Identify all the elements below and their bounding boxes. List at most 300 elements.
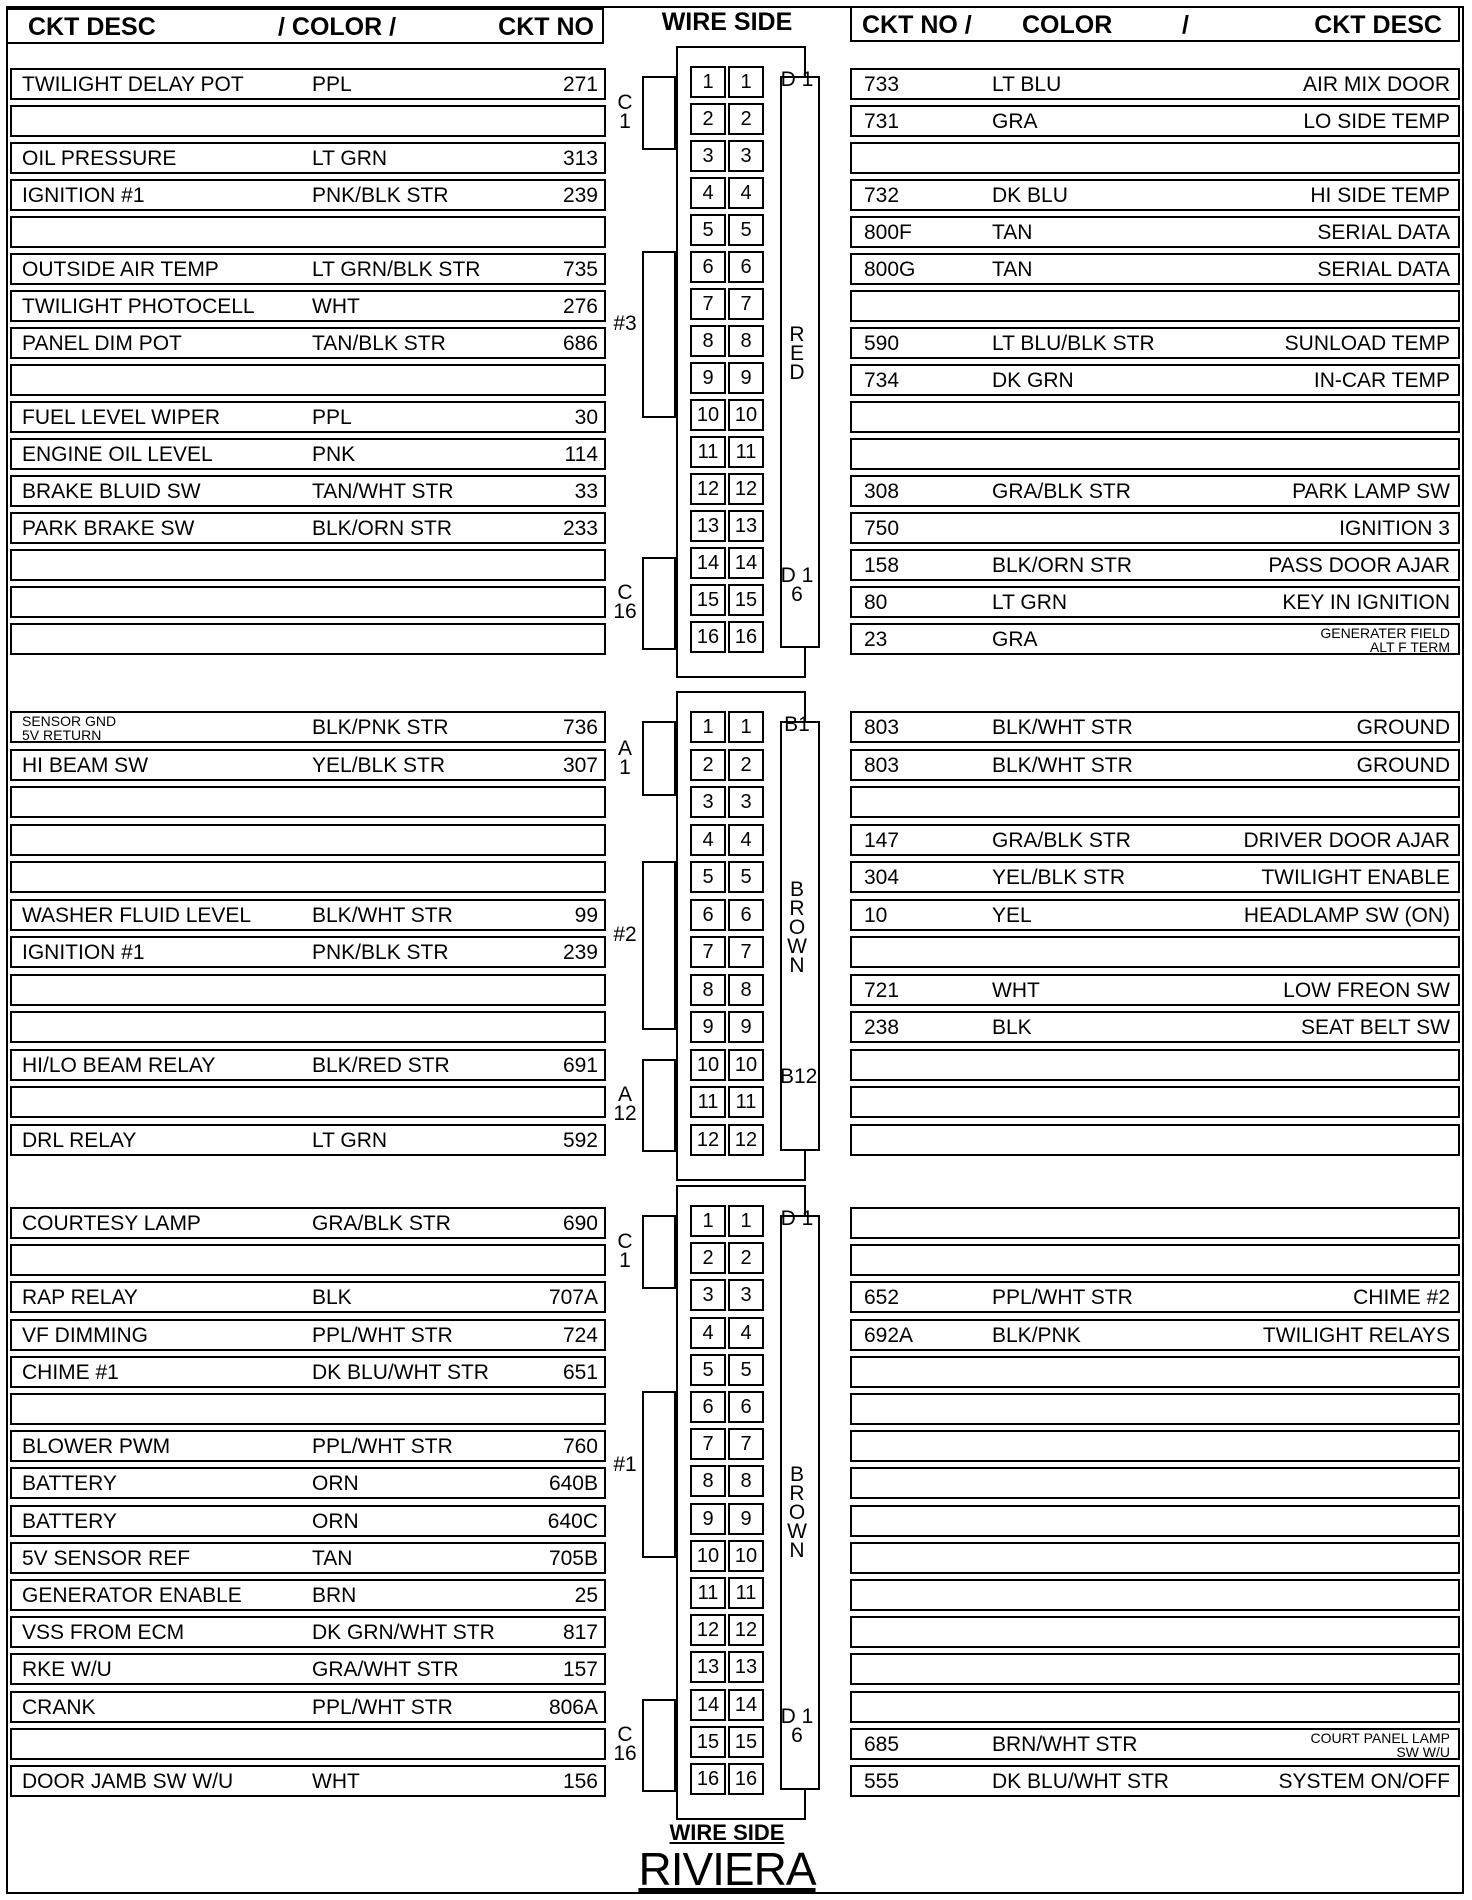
right-circuit-row — [850, 711, 1460, 743]
wire-color: GRA/BLK STR — [312, 1212, 451, 1235]
left-circuit-row — [10, 1765, 606, 1797]
right-circuit-row — [850, 1542, 1460, 1574]
pin-cavity: 1 — [690, 711, 726, 743]
circuit-desc: HI BEAM SW — [22, 753, 149, 777]
left-circuit-row — [10, 438, 606, 470]
right-circuit-row — [850, 786, 1460, 818]
circuit-number: 239 — [562, 941, 598, 964]
circuit-number: 308 — [864, 480, 900, 503]
pin-cavity: 3 — [690, 140, 726, 172]
pin-cavity: 5 — [690, 214, 726, 246]
pin-cavity: 7 — [728, 936, 764, 968]
left-header — [6, 8, 604, 44]
pin-cavity: 9 — [728, 1011, 764, 1043]
pin-cavity: 13 — [728, 510, 764, 542]
wire-color: GRA — [992, 110, 1038, 133]
right-circuit-row — [850, 861, 1460, 893]
wire-color: DK BLU/WHT STR — [992, 1770, 1169, 1793]
pin-cavity: 7 — [690, 288, 726, 320]
left-circuit-row — [10, 1728, 606, 1760]
right-circuit-row — [850, 974, 1460, 1006]
right-circuit-row — [850, 1691, 1460, 1723]
circuit-desc: SERIAL DATA — [1317, 221, 1450, 244]
right-circuit-row — [850, 1281, 1460, 1313]
circuit-desc: HI SIDE TEMP — [1310, 184, 1450, 207]
circuit-desc: FUEL LEVEL WIPER — [22, 406, 221, 429]
circuit-desc: IGNITION #1 — [22, 941, 145, 964]
circuit-desc: IGNITION #1 — [22, 184, 145, 207]
pin-cavity: 11 — [728, 1577, 764, 1609]
connector-top-label: D 1 — [780, 68, 814, 91]
left-circuit-row — [10, 1616, 606, 1648]
right-circuit-row — [850, 512, 1460, 544]
wire-side-header: WIRE SIDE — [661, 8, 793, 36]
wire-color: PNK — [312, 443, 356, 466]
circuit-number: 651 — [562, 1360, 598, 1384]
right-circuit-row — [850, 105, 1460, 137]
right-circuit-row — [850, 327, 1460, 359]
pin-cavity: 2 — [690, 1242, 726, 1274]
circuit-desc: CHIME #2 — [1353, 1286, 1450, 1310]
circuit-number: 313 — [562, 147, 598, 170]
wire-color: DK BLU — [992, 184, 1068, 207]
wire-color: PPL — [312, 73, 352, 96]
circuit-number: 233 — [562, 517, 598, 540]
right-header-desc: CKT DESC — [1314, 11, 1442, 39]
wire-color: DK BLU/WHT STR — [312, 1360, 489, 1384]
right-circuit-row — [850, 290, 1460, 322]
footer-wire-side: WIRE SIDE — [669, 1820, 785, 1845]
pin-cavity: 3 — [728, 1279, 764, 1311]
circuit-desc: PASS DOOR AJAR — [1268, 554, 1450, 577]
pin-cavity: 9 — [690, 1503, 726, 1535]
right-circuit-row — [850, 586, 1460, 618]
circuit-desc: HI/LO BEAM RELAY — [22, 1053, 216, 1077]
pin-cavity: 2 — [690, 103, 726, 135]
pin-cavity: 6 — [728, 899, 764, 931]
cavity-label: A 1 — [617, 736, 632, 779]
wire-color: BLK — [992, 1016, 1032, 1039]
left-circuit-row — [10, 327, 606, 359]
cavity-tab — [642, 1391, 676, 1558]
circuit-desc: SYSTEM ON/OFF — [1278, 1770, 1450, 1793]
pin-cavity: 8 — [728, 974, 764, 1006]
circuit-number: 271 — [562, 73, 598, 96]
circuit-desc: IGNITION 3 — [1339, 517, 1450, 540]
left-circuit-row — [10, 974, 606, 1006]
circuit-number: 276 — [562, 295, 598, 318]
right-header-sep: / — [1182, 11, 1189, 39]
pin-cavity: 11 — [728, 436, 764, 468]
cavity-tab — [642, 1059, 676, 1153]
circuit-desc: OUTSIDE AIR TEMP — [22, 258, 219, 281]
circuit-number: 803 — [864, 716, 900, 739]
left-circuit-row — [10, 216, 606, 248]
pin-cavity: 12 — [728, 473, 764, 505]
circuit-desc: RKE W/U — [22, 1658, 112, 1682]
pin-cavity: 14 — [690, 1689, 726, 1721]
wire-color: BRN — [312, 1584, 357, 1607]
pin-cavity: 2 — [728, 1242, 764, 1274]
circuit-number: 803 — [864, 753, 900, 777]
circuit-desc: 5V SENSOR REF — [22, 1546, 191, 1570]
left-circuit-row — [10, 1393, 606, 1425]
pin-cavity: 11 — [690, 1577, 726, 1609]
left-circuit-row — [10, 1542, 606, 1574]
circuit-number: 307 — [562, 753, 598, 777]
pin-cavity: 9 — [690, 362, 726, 394]
circuit-desc: BATTERY — [22, 1472, 117, 1496]
wire-color: BLK — [312, 1286, 352, 1310]
circuit-number: 555 — [864, 1770, 900, 1793]
left-circuit-row — [10, 711, 606, 743]
pin-cavity: 10 — [728, 399, 764, 431]
wire-color: LT GRN/BLK STR — [312, 258, 481, 281]
right-circuit-row — [850, 824, 1460, 856]
pin-cavity: 4 — [690, 1317, 726, 1349]
right-circuit-row — [850, 253, 1460, 285]
circuit-desc: SEAT BELT SW — [1301, 1016, 1450, 1039]
cavity-tab — [642, 76, 676, 150]
pin-cavity: 7 — [690, 1428, 726, 1460]
cavity-label: #1 — [613, 1452, 637, 1476]
pin-cavity: 5 — [728, 214, 764, 246]
right-circuit-row — [850, 1728, 1460, 1760]
connector-color-label: R E D — [789, 323, 811, 384]
pin-cavity: 14 — [690, 547, 726, 579]
circuit-number: 721 — [864, 978, 900, 1002]
pin-cavity: 10 — [690, 399, 726, 431]
cavity-tab — [642, 1215, 676, 1289]
cavity-label: C 16 — [613, 581, 637, 624]
left-circuit-row — [10, 475, 606, 507]
circuit-desc: VF DIMMING — [22, 1323, 148, 1347]
connector-bottom-label: D 1 6 — [780, 563, 814, 606]
cavity-label: #3 — [613, 312, 637, 336]
circuit-desc: PARK BRAKE SW — [22, 517, 195, 540]
circuit-desc: LOW FREON SW — [1283, 978, 1450, 1002]
circuit-desc: CHIME #1 — [22, 1360, 119, 1384]
wire-color: BLK/ORN STR — [312, 517, 453, 540]
wire-color: PNK/BLK STR — [312, 941, 449, 964]
wire-color: LT GRN — [992, 591, 1068, 614]
circuit-desc: TWILIGHT RELAYS — [1262, 1323, 1450, 1347]
pin-cavity: 10 — [690, 1049, 726, 1081]
right-circuit-row — [850, 1124, 1460, 1156]
pin-cavity: 13 — [690, 510, 726, 542]
pin-cavity: 11 — [690, 436, 726, 468]
circuit-number: 239 — [562, 184, 598, 207]
pin-cavity: 12 — [690, 473, 726, 505]
right-circuit-row — [850, 1467, 1460, 1499]
circuit-number: 732 — [864, 184, 900, 207]
pin-cavity: 1 — [728, 711, 764, 743]
pin-cavity: 1 — [690, 1205, 726, 1237]
circuit-number: 735 — [562, 258, 598, 281]
pin-cavity: 11 — [690, 1086, 726, 1118]
left-circuit-row — [10, 105, 606, 137]
circuit-desc: LO SIDE TEMP — [1303, 110, 1450, 133]
left-circuit-row — [10, 68, 606, 100]
pin-cavity: 14 — [728, 547, 764, 579]
left-circuit-row — [10, 179, 606, 211]
circuit-number: 640B — [548, 1472, 598, 1496]
right-circuit-row — [850, 899, 1460, 931]
circuit-desc: IN-CAR TEMP — [1313, 369, 1450, 392]
circuit-number: 304 — [864, 866, 900, 889]
circuit-number: 158 — [864, 554, 900, 577]
circuit-desc: PARK LAMP SW — [1292, 480, 1450, 503]
wire-color: BLK/WHT STR — [992, 716, 1133, 739]
circuit-desc: WASHER FLUID LEVEL — [22, 903, 252, 927]
wire-color: LT BLU/BLK STR — [992, 332, 1155, 355]
cavity-label: C 16 — [613, 1723, 637, 1766]
pin-cavity: 6 — [690, 899, 726, 931]
wire-color: BLK/PNK STR — [312, 716, 449, 739]
pin-cavity: 15 — [690, 584, 726, 616]
circuit-desc: DOOR JAMB SW W/U — [22, 1770, 234, 1793]
pin-cavity: 3 — [728, 786, 764, 818]
wire-color: TAN — [992, 221, 1033, 244]
circuit-number: 114 — [564, 443, 598, 466]
left-circuit-row — [10, 1281, 606, 1313]
circuit-desc: BATTERY — [22, 1509, 117, 1533]
right-circuit-row — [850, 1393, 1460, 1425]
right-circuit-row — [850, 1579, 1460, 1611]
circuit-desc: AIR MIX DOOR — [1302, 73, 1450, 96]
left-circuit-row — [10, 786, 606, 818]
right-circuit-row — [850, 1356, 1460, 1388]
wire-color: DK GRN/WHT STR — [312, 1621, 495, 1645]
pin-cavity: 8 — [728, 325, 764, 357]
circuit-desc: GROUND — [1356, 716, 1450, 739]
pin-cavity: 8 — [728, 1465, 764, 1497]
wire-color: YEL/BLK STR — [312, 753, 446, 777]
wire-color: TAN — [992, 258, 1033, 281]
pin-cavity: 13 — [728, 1651, 764, 1683]
circuit-desc: BRAKE BLUID SW — [22, 480, 201, 503]
connector-bottom-label: B12 — [780, 1065, 818, 1089]
footer-model: RIVIERA — [638, 1843, 816, 1895]
left-circuit-row — [10, 1049, 606, 1081]
pin-cavity: 8 — [690, 1465, 726, 1497]
circuit-number: 33 — [574, 480, 598, 503]
right-circuit-row — [850, 1244, 1460, 1276]
cavity-tab — [642, 861, 676, 1030]
pin-cavity: 16 — [690, 1763, 726, 1795]
left-circuit-row — [10, 1319, 606, 1351]
pin-cavity: 14 — [728, 1689, 764, 1721]
right-circuit-row — [850, 936, 1460, 968]
wire-color: GRA/WHT STR — [312, 1658, 459, 1682]
circuit-number: 733 — [864, 73, 900, 96]
cavity-tab — [642, 251, 676, 418]
wire-color: PPL — [312, 406, 352, 429]
cavity-label: #2 — [613, 923, 637, 947]
left-circuit-row — [10, 1505, 606, 1537]
circuit-number: 640C — [547, 1509, 598, 1533]
circuit-desc: SERIAL DATA — [1317, 258, 1450, 281]
left-circuit-row — [10, 549, 606, 581]
circuit-desc: TWILIGHT ENABLE — [1261, 866, 1450, 889]
pin-cavity: 5 — [690, 861, 726, 893]
circuit-number: 736 — [562, 716, 598, 739]
circuit-desc: RAP RELAY — [22, 1286, 138, 1310]
cavity-label: A 12 — [613, 1083, 637, 1126]
circuit-desc: SENSOR GND 5V RETURN — [22, 713, 117, 743]
circuit-desc: VSS FROM ECM — [22, 1621, 185, 1645]
wire-color: LT BLU — [992, 73, 1062, 96]
left-circuit-row — [10, 364, 606, 396]
pin-cavity: 13 — [690, 1651, 726, 1683]
wire-color: ORN — [312, 1472, 359, 1496]
right-circuit-row — [850, 549, 1460, 581]
wire-color: YEL — [992, 903, 1032, 927]
left-circuit-row — [10, 1653, 606, 1685]
circuit-number: 590 — [864, 332, 900, 355]
pin-cavity: 3 — [728, 140, 764, 172]
pin-cavity: 2 — [728, 103, 764, 135]
circuit-number: 157 — [562, 1658, 598, 1682]
pin-cavity: 6 — [728, 1391, 764, 1423]
connector-color-label: B R O W N — [787, 877, 813, 977]
connector-bottom-label: D 1 6 — [780, 1705, 814, 1748]
wire-color: PPL/WHT STR — [312, 1695, 453, 1719]
pin-cavity: 10 — [690, 1540, 726, 1572]
right-circuit-row — [850, 438, 1460, 470]
left-circuit-row — [10, 253, 606, 285]
circuit-desc: OIL PRESSURE — [22, 147, 177, 170]
pin-cavity: 1 — [728, 1205, 764, 1237]
circuit-number: 690 — [562, 1212, 598, 1235]
circuit-desc: COURTESY LAMP — [22, 1212, 201, 1235]
right-circuit-row — [850, 179, 1460, 211]
right-circuit-row — [850, 1011, 1460, 1043]
pin-cavity: 7 — [728, 288, 764, 320]
right-circuit-row — [850, 364, 1460, 396]
wire-color: BLK/WHT STR — [992, 753, 1133, 777]
pin-cavity: 16 — [728, 621, 764, 653]
pin-cavity: 5 — [728, 1354, 764, 1386]
cavity-label: C 1 — [617, 91, 633, 133]
circuit-desc: GENERATER FIELD ALT F TERM — [1320, 625, 1450, 655]
pin-cavity: 6 — [690, 1391, 726, 1423]
pin-cavity: 4 — [728, 824, 764, 856]
left-circuit-row — [10, 401, 606, 433]
wire-color: PPL/WHT STR — [312, 1435, 453, 1459]
left-circuit-row — [10, 586, 606, 618]
pin-cavity: 1 — [728, 66, 764, 98]
right-circuit-row — [850, 1765, 1460, 1797]
right-circuit-row — [850, 475, 1460, 507]
wire-color: DK GRN — [992, 369, 1074, 392]
circuit-desc: ENGINE OIL LEVEL — [22, 443, 213, 466]
pin-cavity: 15 — [728, 1726, 764, 1758]
circuit-number: 30 — [574, 406, 598, 429]
circuit-desc: PANEL DIM POT — [22, 332, 182, 355]
wire-color: TAN/WHT STR — [312, 480, 454, 503]
circuit-number: 685 — [864, 1732, 900, 1756]
pin-cavity: 16 — [690, 621, 726, 653]
pin-cavity: 12 — [690, 1614, 726, 1646]
wire-color: BLK/WHT STR — [312, 903, 453, 927]
pin-cavity: 3 — [690, 1279, 726, 1311]
circuit-number: 705B — [548, 1546, 598, 1570]
wire-color: ORN — [312, 1509, 359, 1533]
circuit-number: 800G — [864, 258, 916, 281]
circuit-number: 686 — [562, 332, 598, 355]
circuit-desc: BLOWER PWM — [22, 1435, 171, 1459]
wire-color: PPL/WHT STR — [992, 1286, 1133, 1310]
left-circuit-row — [10, 1579, 606, 1611]
wire-color: LT GRN — [312, 1128, 388, 1152]
circuit-number: 238 — [864, 1016, 900, 1039]
right-circuit-row — [850, 401, 1460, 433]
wire-color: PNK/BLK STR — [312, 184, 449, 207]
pin-cavity: 12 — [690, 1124, 726, 1156]
circuit-desc: SUNLOAD TEMP — [1284, 332, 1450, 355]
pin-cavity: 15 — [690, 1726, 726, 1758]
circuit-number: 80 — [864, 591, 888, 614]
right-circuit-row — [850, 1086, 1460, 1118]
circuit-desc: GROUND — [1356, 753, 1450, 777]
wire-color: GRA/BLK STR — [992, 480, 1131, 503]
left-circuit-row — [10, 1244, 606, 1276]
right-circuit-row — [850, 1616, 1460, 1648]
left-header-no: CKT NO — [498, 13, 594, 41]
left-header-desc: CKT DESC — [28, 13, 156, 41]
wire-color: BRN/WHT STR — [992, 1732, 1138, 1756]
right-circuit-row — [850, 68, 1460, 100]
circuit-number: 691 — [562, 1053, 598, 1077]
circuit-number: 23 — [864, 628, 888, 651]
circuit-number: 652 — [864, 1286, 900, 1310]
circuit-number: 724 — [562, 1323, 598, 1347]
circuit-desc: TWILIGHT DELAY POT — [22, 73, 244, 96]
left-circuit-row — [10, 1207, 606, 1239]
left-circuit-row — [10, 623, 606, 655]
circuit-number: 817 — [562, 1621, 598, 1645]
pin-cavity: 7 — [690, 936, 726, 968]
pin-cavity: 9 — [728, 362, 764, 394]
circuit-number: 147 — [864, 828, 900, 852]
wire-color: BLK/PNK — [992, 1323, 1081, 1347]
pin-cavity: 4 — [690, 824, 726, 856]
connector-color-label: B R O W N — [787, 1463, 813, 1563]
left-circuit-row — [10, 824, 606, 856]
pin-cavity: 2 — [728, 749, 764, 781]
circuit-number: 750 — [864, 517, 900, 540]
left-circuit-row — [10, 290, 606, 322]
right-circuit-row — [850, 142, 1460, 174]
left-circuit-row — [10, 1086, 606, 1118]
cavity-tab — [642, 557, 676, 650]
left-circuit-row — [10, 1467, 606, 1499]
circuit-desc: DRIVER DOOR AJAR — [1243, 828, 1450, 852]
wire-color: LT GRN — [312, 147, 388, 170]
pin-cavity: 1 — [690, 66, 726, 98]
wire-color: PPL/WHT STR — [312, 1323, 453, 1347]
pin-cavity: 8 — [690, 325, 726, 357]
pin-cavity: 9 — [728, 1503, 764, 1535]
left-circuit-row — [10, 1011, 606, 1043]
circuit-number: 806A — [548, 1695, 598, 1719]
wire-color: TAN — [312, 1546, 353, 1570]
wire-color: GRA/BLK STR — [992, 828, 1131, 852]
circuit-desc: KEY IN IGNITION — [1282, 591, 1450, 614]
circuit-desc: TWILIGHT PHOTOCELL — [22, 295, 255, 318]
cavity-tab — [642, 721, 676, 796]
